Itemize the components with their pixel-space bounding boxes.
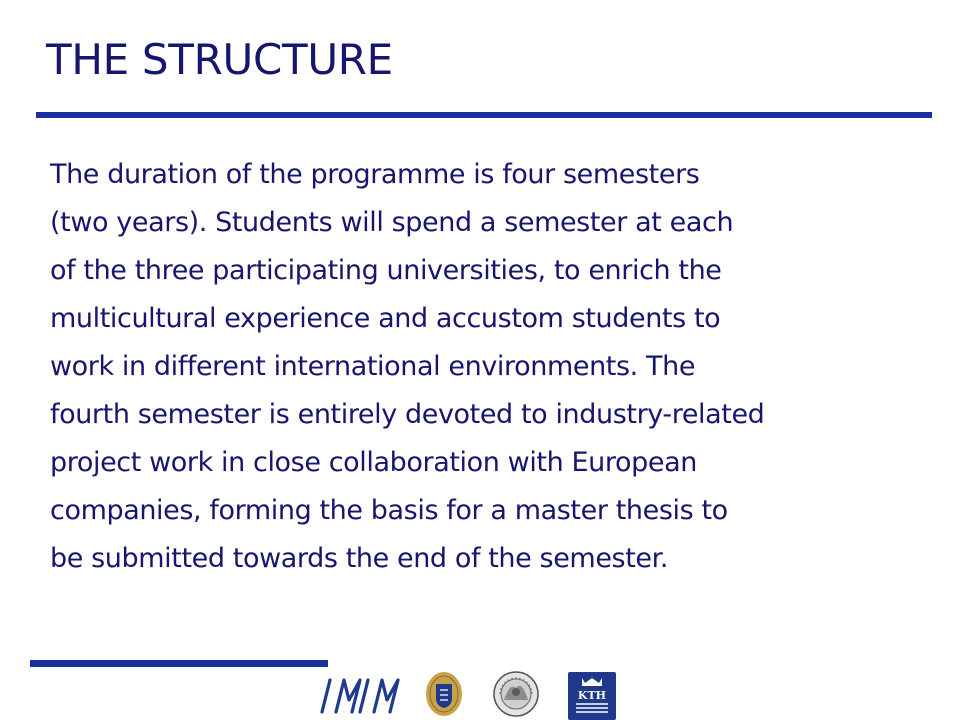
body-line: The duration of the programme is four semesters [50,159,700,190]
body-line: work in different international environments. The [50,351,696,382]
body-line: multicultural experience and accustom students to [50,303,721,334]
body-line: (two years). Students will spend a semester at each [50,207,734,238]
body-paragraph [50,151,764,583]
footer-divider [30,660,328,667]
footer-logos [318,668,618,720]
slide-title: THE STRUCTURE [46,35,393,84]
body-line: be submitted towards the end of the semester. [50,543,669,574]
imim-logo-icon [318,672,414,718]
body-line: fourth semester is entirely devoted to industry-related [50,399,765,430]
university-seal-icon [424,670,464,718]
body-line: companies, forming the basis for a master thesis to [50,495,728,526]
body-line: of the three participating universities, to enrich the [50,255,722,286]
title-divider [36,112,932,118]
body-line: project work in close collaboration with European [50,447,697,478]
kth-logo-text: KTH [577,689,607,702]
kth-logo-icon [568,672,616,720]
politecnico-seal-icon [490,670,542,718]
